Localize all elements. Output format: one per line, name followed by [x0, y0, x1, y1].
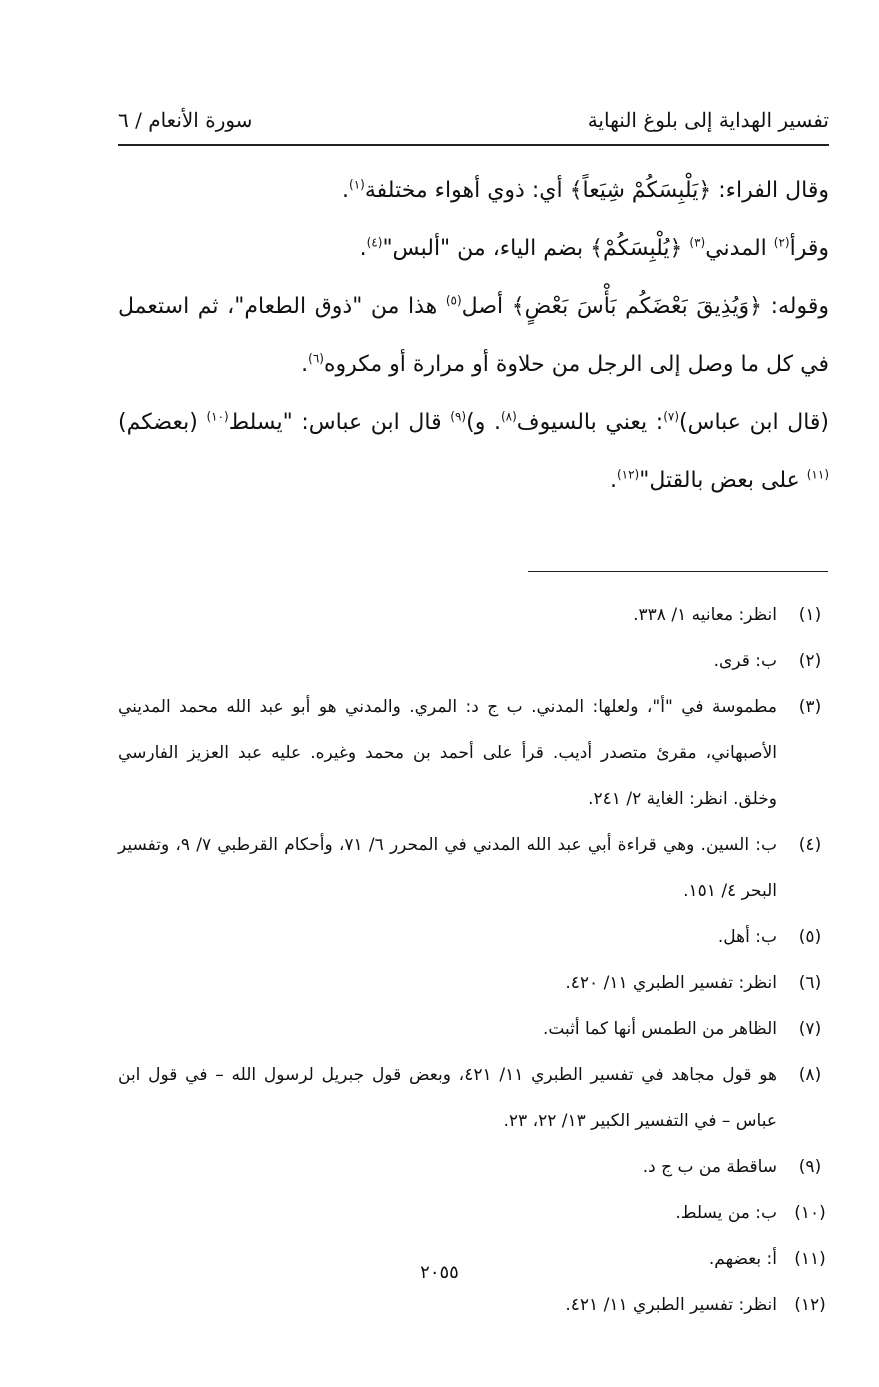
text-segment: . و) [466, 410, 501, 435]
book-title: تفسير الهداية إلى بلوغ النهاية [587, 108, 829, 132]
paragraph-2 [118, 220, 829, 278]
footnote-ref[interactable]: (٨) [500, 409, 517, 424]
text-segment: أصل [461, 294, 512, 319]
footnote [118, 1052, 829, 1144]
text-segment: (قال ابن عباس) [679, 410, 830, 435]
footnote-text: هو قول مجاهد في تفسير الطبري ١١/ ٤٢١، وبعض قول جبريل لرسول الله – في قول ابن عباس – في التفسير الكبير ١٣/ ٢٢، ٢٣. [118, 1065, 777, 1131]
footnote-number: (١٠) [794, 1203, 826, 1223]
footnote-number: (٤) [798, 835, 822, 855]
running-header [118, 104, 829, 146]
footnotes-list [118, 592, 829, 1328]
text-segment: على بعض بالقتل" [639, 468, 807, 493]
footnote-ref[interactable]: (١) [349, 177, 365, 192]
footnote-number: (٢) [798, 651, 822, 671]
footnote [118, 1190, 829, 1236]
text-segment: وقال الفراء: [711, 178, 829, 203]
footnote [118, 822, 829, 914]
footnote-number: (٥) [798, 927, 822, 947]
footnote-ref[interactable]: (١٠) [206, 409, 229, 424]
footnote [118, 592, 829, 638]
text-segment: . [342, 178, 350, 203]
footnote [118, 1144, 829, 1190]
footnote-ref[interactable]: (٥) [445, 293, 462, 308]
footnote-text: انظر: تفسير الطبري ١١/ ٤٢٠. [565, 973, 777, 993]
text-segment: (بعضكم) [118, 410, 207, 435]
footnote-ref[interactable]: (٣) [689, 235, 706, 250]
text-segment: هذا من "ذوق الطعام"، ثم استعمل في كل ما وصل إلى الرجل من حلاوة أو مرارة أو مكروه [118, 294, 829, 377]
footnote [118, 638, 829, 684]
paragraph-4 [118, 394, 829, 510]
footnote-ref[interactable]: (٦) [308, 351, 324, 366]
footnote-ref[interactable]: (٤) [366, 235, 383, 250]
footnote-text: انظر: معانيه ١/ ٣٣٨. [633, 605, 777, 625]
footnote-ref[interactable]: (٢) [773, 235, 790, 250]
footnote-text: أ: بعضهم. [708, 1249, 777, 1269]
footnote-ref[interactable]: (٧) [663, 409, 680, 424]
footnote [118, 684, 829, 822]
footnote-number: (٧) [798, 1019, 822, 1039]
footnote-text: ب: السين. وهي قراءة أبي عبد الله المدني في المحرر ٦/ ٧١، وأحكام القرطبي ٧/ ٩، وتفسير البحر ٤/ ١٥١. [118, 835, 777, 901]
footnote-divider [528, 571, 828, 572]
footnote-text: انظر: تفسير الطبري ١١/ ٤٢١. [565, 1295, 777, 1315]
paragraph-3 [118, 278, 829, 394]
footnote-text: مطموسة في "أ"، ولعلها: المدني. ب ج د: المري. والمدني هو أبو عبد الله محمد المديني الأصبهاني، مقرئ متصدر أديب. قرأ على أحمد بن محمد وغيره. عليه عبد العزيز الفارسي وخلق. انظر: الغاية ٢/ ٢٤١. [118, 697, 777, 809]
text-segment: . [359, 236, 367, 261]
footnote-text: ب: من يسلط. [675, 1203, 777, 1223]
footnote [118, 960, 829, 1006]
footnote-text: ب: قرى. [713, 651, 777, 671]
footnote-number: (١٢) [794, 1295, 826, 1315]
text-segment: وقوله: [761, 294, 829, 319]
text-segment: قال ابن عباس: "يسلط [228, 410, 451, 435]
quran-verse: ﴿يُلْبِسَكُمْ﴾ [590, 236, 690, 261]
page-number: ٢٠٥٥ [420, 1262, 459, 1283]
text-segment: أي: ذوي أهواء مختلفة [364, 178, 570, 203]
footnote-ref[interactable]: (١٢) [616, 467, 640, 482]
footnote-ref[interactable]: (٩) [450, 409, 467, 424]
text-segment: المدني [705, 236, 774, 261]
main-text [118, 162, 829, 510]
footnote-text: الظاهر من الطمس أنها كما أثبت. [542, 1019, 777, 1039]
footnote [118, 1006, 829, 1052]
footnote-number: (١) [798, 605, 822, 625]
footnote-number: (١١) [794, 1249, 826, 1269]
footnote-text: ب: أهل. [717, 927, 777, 947]
text-segment: : يعني بالسيوف [516, 410, 664, 435]
footnote-number: (٨) [798, 1065, 822, 1085]
footnote [118, 914, 829, 960]
paragraph-1 [118, 162, 829, 220]
footnote-text: ساقطة من ب ج د. [642, 1157, 777, 1177]
footnote-number: (٣) [798, 697, 822, 717]
text-segment: . [301, 352, 309, 377]
footnote-ref[interactable]: (١١) [806, 467, 829, 482]
surah-label: سورة الأنعام / ٦ [118, 108, 253, 132]
footnote [118, 1282, 829, 1328]
footnote-number: (٩) [798, 1157, 822, 1177]
text-segment: وقرأ [789, 236, 829, 261]
text-segment: . [609, 468, 617, 493]
text-segment: بضم الياء، من "ألبس" [382, 236, 591, 261]
footnote-number: (٦) [798, 973, 822, 993]
quran-verse: ﴿يَلْبِسَكُمْ شِيَعاً﴾ [569, 178, 712, 203]
quran-verse: ﴿وَيُذِيقَ بَعْضَكُم بَأْسَ بَعْضٍ﴾ [511, 294, 762, 319]
